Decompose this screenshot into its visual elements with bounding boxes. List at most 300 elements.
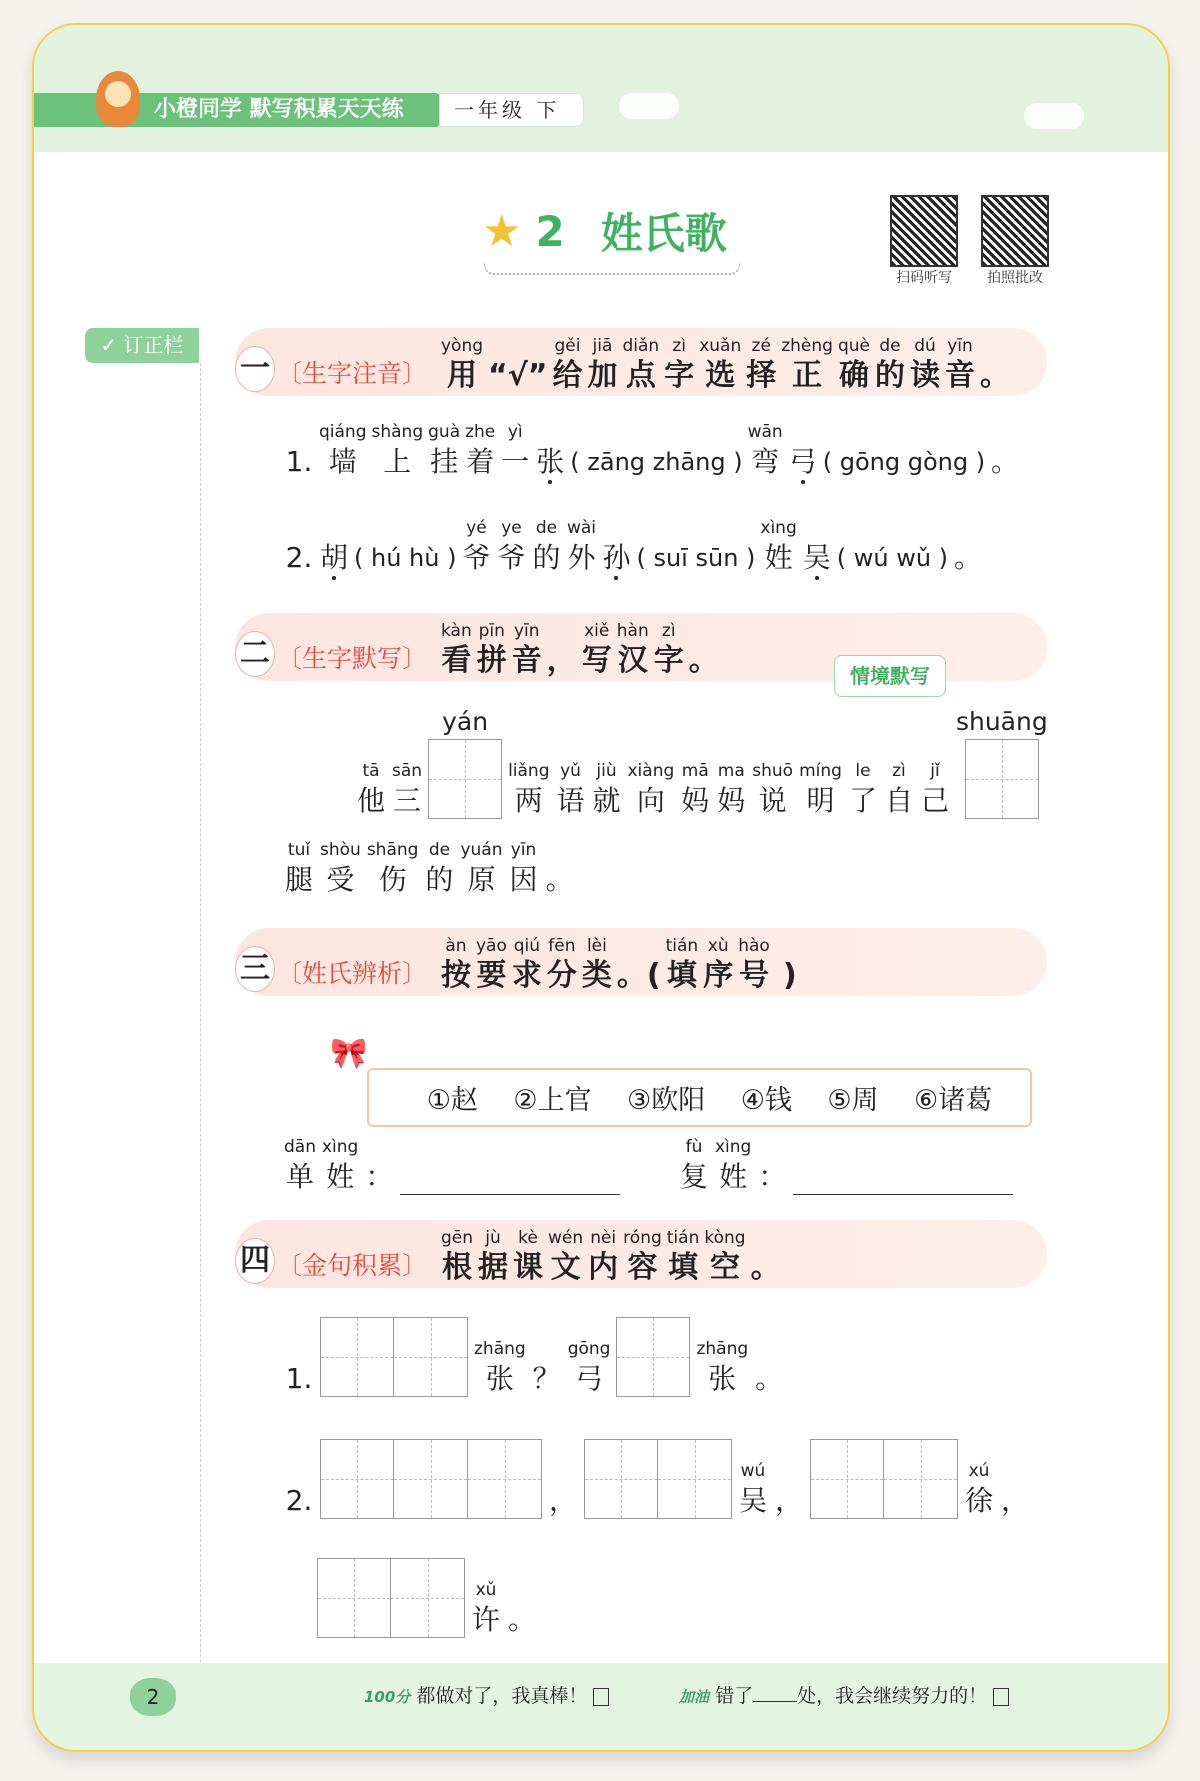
self-check-text: 都做对了，我真棒！ bbox=[416, 1685, 588, 1707]
pinyin: nèi bbox=[590, 1228, 617, 1248]
question-line bbox=[284, 420, 1020, 480]
self-check-mistakes bbox=[679, 1681, 1009, 1708]
pinyin: zhāng bbox=[474, 1339, 526, 1359]
pinyin: wài bbox=[566, 518, 596, 538]
correction-divider bbox=[200, 363, 201, 1667]
hanzi: 上 bbox=[383, 445, 412, 478]
pinyin-choice[interactable]: ( zāng zhāng ) bbox=[570, 448, 743, 476]
pinyin: shāng bbox=[366, 840, 419, 860]
section-tag: 〔生字默写〕 bbox=[277, 644, 428, 673]
pinyin: fù bbox=[685, 1137, 703, 1157]
qr-code-icon[interactable] bbox=[890, 195, 958, 267]
pinyin-char bbox=[284, 838, 314, 898]
hanzi: 音 bbox=[945, 358, 975, 393]
hanzi: 挂 bbox=[430, 445, 459, 478]
pinyin: xìng bbox=[715, 1137, 752, 1157]
hanzi: 加 bbox=[587, 358, 618, 393]
pinyin-char bbox=[757, 1159, 787, 1195]
hanzi: 张 bbox=[536, 445, 565, 478]
pinyin-char bbox=[751, 1226, 781, 1286]
pinyin-char bbox=[945, 334, 975, 394]
hanzi: 墙 bbox=[328, 445, 357, 478]
pinyin: xǔ bbox=[475, 1580, 497, 1600]
pinyin: ma bbox=[717, 761, 745, 781]
pinyin: zì bbox=[661, 621, 676, 641]
pinyin-char bbox=[680, 759, 710, 819]
surname-option: ⑤周 bbox=[827, 1085, 879, 1116]
hanzi: 伤 bbox=[378, 863, 407, 896]
pinyin: wú bbox=[740, 1461, 766, 1481]
pinyin-char bbox=[664, 334, 694, 394]
hanzi: 空 bbox=[709, 1250, 740, 1285]
hanzi: 号 bbox=[739, 958, 769, 993]
hanzi: 。 bbox=[991, 445, 1020, 478]
pinyin: yòng bbox=[441, 336, 484, 356]
pinyin-char bbox=[512, 619, 542, 679]
hanzi: 确 bbox=[838, 358, 869, 393]
hanzi: ， bbox=[774, 1484, 803, 1517]
tian-grid-box[interactable] bbox=[394, 1317, 468, 1397]
self-check-text: 错了 bbox=[715, 1685, 754, 1707]
pinyin: ye bbox=[501, 518, 522, 538]
hanzi: 姓 bbox=[326, 1160, 355, 1193]
pinyin: wān bbox=[747, 422, 783, 442]
hanzi: ？ bbox=[532, 1362, 561, 1395]
pinyin-char bbox=[746, 334, 776, 394]
pinyin-char bbox=[513, 1226, 543, 1286]
hanzi: 。 bbox=[980, 358, 1010, 393]
pinyin-char bbox=[679, 1135, 709, 1195]
hanzi: 填 bbox=[666, 958, 697, 993]
question-line bbox=[284, 838, 574, 898]
lion-mascot-icon bbox=[96, 71, 140, 127]
pinyin-char bbox=[441, 334, 483, 394]
pinyin-char bbox=[507, 1602, 537, 1638]
pinyin: qiáng bbox=[319, 422, 367, 442]
pinyin-char bbox=[953, 540, 983, 576]
hanzi: 妈 bbox=[717, 784, 746, 817]
pinyin-char bbox=[696, 1337, 748, 1397]
section-instruction bbox=[441, 334, 1010, 394]
series-title: 小橙同学 默写积累天天练 bbox=[34, 93, 441, 127]
pinyin-char bbox=[748, 420, 783, 480]
pinyin: sān bbox=[392, 761, 423, 781]
hanzi: 选 bbox=[705, 358, 736, 393]
pinyin-char bbox=[441, 1226, 473, 1286]
pinyin: zhāng bbox=[696, 1339, 749, 1359]
pinyin: zé bbox=[751, 336, 771, 356]
pinyin-char bbox=[441, 619, 472, 679]
pinyin-char bbox=[738, 934, 770, 994]
hanzi: 1. bbox=[285, 445, 313, 478]
cloud-decoration bbox=[619, 93, 679, 119]
tian-grid-box[interactable] bbox=[616, 1317, 690, 1397]
pinyin: yīn bbox=[510, 840, 537, 860]
pinyin-char bbox=[428, 420, 460, 480]
qr-label: 拍照批改 bbox=[987, 270, 1043, 286]
hanzi: ， bbox=[548, 1484, 577, 1517]
hanzi: 根 bbox=[442, 1250, 473, 1285]
hanzi: 说 bbox=[758, 784, 787, 817]
hanzi: 要 bbox=[476, 958, 507, 993]
pinyin: zhèng bbox=[781, 336, 833, 356]
tian-grid-box[interactable] bbox=[320, 1439, 394, 1519]
hanzi: 吴 bbox=[802, 541, 831, 574]
hanzi: 分 bbox=[546, 958, 577, 993]
tian-grid-box[interactable] bbox=[965, 739, 1039, 819]
score-100-badge: 100分 bbox=[364, 1688, 411, 1706]
hanzi: 外 bbox=[567, 541, 596, 574]
pinyin-char bbox=[667, 1226, 700, 1286]
pinyin-choice[interactable]: ( hú hù ) bbox=[354, 544, 457, 572]
hanzi: “√” bbox=[488, 358, 548, 393]
page-number: 2 bbox=[130, 1678, 176, 1716]
pinyin: hàn bbox=[616, 621, 649, 641]
pinyin: jǐ bbox=[930, 761, 940, 781]
pinyin: jiā bbox=[592, 336, 613, 356]
pinyin-char bbox=[532, 1361, 562, 1397]
question-line bbox=[284, 1439, 1030, 1519]
pinyin-char bbox=[920, 759, 950, 819]
pinyin: yì bbox=[507, 422, 523, 442]
pinyin: wén bbox=[548, 1228, 584, 1248]
pinyin-char bbox=[488, 334, 547, 394]
pinyin-char bbox=[476, 934, 507, 994]
section-instruction bbox=[441, 619, 719, 679]
pinyin: tián bbox=[666, 1228, 700, 1248]
pinyin: gěi bbox=[554, 336, 581, 356]
hanzi: 。 bbox=[755, 1362, 784, 1395]
hanzi: ) bbox=[782, 958, 797, 993]
pinyin-char bbox=[284, 1483, 314, 1519]
question-line bbox=[356, 705, 1048, 819]
cloud-decoration bbox=[1024, 103, 1084, 129]
pinyin: jù bbox=[485, 1228, 501, 1248]
hanzi: 就 bbox=[592, 784, 621, 817]
hanzi: 己 bbox=[920, 784, 949, 817]
section-number: 二 bbox=[235, 631, 275, 677]
section-3-header bbox=[235, 928, 1047, 996]
tian-grid-box[interactable] bbox=[320, 1317, 394, 1397]
hanzi: 三 bbox=[393, 784, 422, 817]
pinyin: xìng bbox=[760, 518, 797, 538]
pinyin-char bbox=[582, 619, 612, 679]
pinyin-char bbox=[582, 934, 612, 994]
checkbox[interactable] bbox=[593, 1688, 609, 1706]
pinyin-char bbox=[703, 934, 733, 994]
pinyin-char bbox=[956, 705, 1048, 819]
pinyin: gēn bbox=[441, 1228, 474, 1248]
mistake-count-blank[interactable] bbox=[753, 1682, 797, 1702]
pinyin-char bbox=[284, 444, 314, 480]
pinyin-char bbox=[284, 540, 314, 576]
pinyin-char bbox=[802, 516, 832, 576]
hanzi: 的 bbox=[425, 863, 454, 896]
pinyin: le bbox=[855, 761, 871, 781]
pinyin-char bbox=[781, 334, 833, 394]
compound-surname-answer[interactable] bbox=[679, 1135, 1013, 1195]
hanzi: 。 bbox=[688, 643, 719, 678]
pinyin-char bbox=[848, 759, 878, 819]
surname-option: ④钱 bbox=[740, 1085, 792, 1116]
pinyin-char bbox=[548, 1226, 583, 1286]
checkbox[interactable] bbox=[993, 1688, 1009, 1706]
pinyin-char bbox=[566, 516, 596, 576]
pinyin-char bbox=[496, 516, 526, 576]
pinyin: tián bbox=[665, 936, 699, 956]
question-line bbox=[317, 1558, 537, 1638]
cheer-badge: 加油 bbox=[679, 1688, 710, 1706]
hanzi: 两 bbox=[514, 784, 543, 817]
qr-label: 扫码听写 bbox=[896, 270, 952, 286]
pinyin-char bbox=[441, 934, 471, 994]
pinyin: tā bbox=[362, 761, 380, 781]
self-check-all-correct bbox=[364, 1681, 609, 1708]
writing-grid[interactable] bbox=[317, 1558, 465, 1638]
hanzi: 张 bbox=[485, 1362, 514, 1395]
section-number: 四 bbox=[235, 1238, 275, 1284]
pinyin: liǎng bbox=[508, 761, 550, 781]
tian-grid-box[interactable] bbox=[317, 1558, 391, 1638]
pinyin: fēn bbox=[548, 936, 576, 956]
pinyin-char bbox=[716, 759, 746, 819]
pinyin: dān bbox=[284, 1137, 316, 1157]
hanzi: 姓 bbox=[719, 1160, 748, 1193]
star-icon: ★ bbox=[482, 205, 522, 257]
hanzi: 给 bbox=[552, 358, 583, 393]
hanzi: 正 bbox=[792, 358, 823, 393]
self-check-text: 处，我会继续努力的！ bbox=[797, 1685, 988, 1707]
section-instruction bbox=[441, 1226, 781, 1286]
hanzi: ： bbox=[758, 1160, 787, 1193]
pinyin-char bbox=[715, 1135, 751, 1195]
pinyin-char bbox=[980, 334, 1010, 394]
hanzi: 拼 bbox=[476, 643, 507, 678]
pinyin-char bbox=[508, 838, 538, 898]
pinyin-char bbox=[471, 1578, 501, 1638]
pinyin: shàng bbox=[371, 422, 424, 442]
pinyin-char bbox=[556, 759, 586, 819]
pinyin-char bbox=[622, 334, 659, 394]
pinyin-char bbox=[322, 1135, 358, 1195]
surname-option: ①赵 bbox=[426, 1085, 478, 1116]
pinyin-char bbox=[910, 334, 940, 394]
hanzi: 原 bbox=[467, 863, 496, 896]
hanzi: 单 bbox=[285, 1160, 314, 1193]
pinyin-char bbox=[508, 759, 549, 819]
hanzi: 腿 bbox=[284, 863, 313, 896]
hanzi: 他 bbox=[356, 784, 385, 817]
hanzi: 据 bbox=[478, 1250, 509, 1285]
hanzi: 填 bbox=[668, 1250, 699, 1285]
pinyin-char bbox=[587, 334, 617, 394]
pinyin-choice[interactable]: ( suī sūn ) bbox=[636, 544, 756, 572]
pinyin-char bbox=[364, 1159, 394, 1195]
pinyin: shuāng bbox=[955, 707, 1048, 736]
hanzi: ， bbox=[1000, 1484, 1029, 1517]
pinyin: xìng bbox=[321, 1137, 359, 1157]
hanzi: 自 bbox=[884, 784, 913, 817]
header-band bbox=[34, 25, 1168, 152]
tian-grid-box[interactable] bbox=[658, 1439, 732, 1519]
pinyin: de bbox=[879, 336, 901, 356]
writing-grid[interactable] bbox=[616, 1317, 690, 1397]
hanzi: 按 bbox=[441, 958, 471, 993]
hanzi: 字 bbox=[664, 358, 695, 393]
writing-grid[interactable] bbox=[320, 1317, 468, 1397]
pinyin: yǔ bbox=[560, 761, 581, 781]
pinyin-choice[interactable]: ( gōng gòng ) bbox=[822, 448, 986, 476]
tian-grid-box[interactable] bbox=[584, 1439, 658, 1519]
pinyin: shòu bbox=[320, 840, 361, 860]
surname-option: ②上官 bbox=[513, 1085, 592, 1116]
hanzi: 受 bbox=[326, 863, 355, 896]
pinyin-char bbox=[666, 934, 699, 994]
pinyin-char bbox=[838, 334, 870, 394]
pinyin-char bbox=[964, 1459, 994, 1519]
pinyin-char bbox=[512, 934, 542, 994]
lesson-title bbox=[482, 201, 727, 261]
section-tag: 〔姓氏辨析〕 bbox=[277, 959, 428, 988]
pinyin-char bbox=[320, 838, 361, 898]
pinyin-char bbox=[1000, 1483, 1030, 1519]
hanzi: 的 bbox=[875, 358, 905, 393]
pinyin-char bbox=[752, 759, 793, 819]
writing-grid[interactable] bbox=[320, 1439, 542, 1519]
hanzi: 内 bbox=[588, 1250, 619, 1285]
pinyin-char bbox=[617, 934, 661, 994]
hanzi: 求 bbox=[511, 958, 542, 993]
tian-grid-box[interactable] bbox=[428, 739, 502, 819]
pinyin-char bbox=[552, 334, 582, 394]
answer-blank[interactable] bbox=[793, 1159, 1013, 1195]
worksheet-page bbox=[32, 23, 1170, 1752]
hanzi: 爷 bbox=[497, 541, 526, 574]
hanzi: 复 bbox=[679, 1160, 708, 1193]
pinyin-char bbox=[623, 1226, 662, 1286]
pinyin-char bbox=[628, 759, 675, 819]
pinyin: yīn bbox=[947, 336, 973, 356]
hanzi: 。 bbox=[545, 863, 574, 896]
hanzi: 。 bbox=[507, 1603, 536, 1636]
pinyin-char bbox=[544, 862, 574, 898]
pinyin: dú bbox=[914, 336, 936, 356]
pinyin-char bbox=[799, 759, 842, 819]
hanzi: 音 bbox=[511, 643, 542, 678]
pinyin-char bbox=[372, 420, 424, 480]
answer-blank[interactable] bbox=[400, 1159, 620, 1195]
hanzi: 看 bbox=[441, 643, 472, 678]
qr-grade[interactable] bbox=[981, 195, 1049, 287]
tian-grid-box[interactable] bbox=[391, 1558, 465, 1638]
hanzi: 许 bbox=[471, 1603, 500, 1636]
pinyin: mā bbox=[681, 761, 709, 781]
pinyin-char bbox=[284, 1135, 316, 1195]
hanzi: ： bbox=[365, 1160, 394, 1193]
hanzi: 点 bbox=[625, 358, 656, 393]
section-1-header bbox=[235, 328, 1047, 396]
grade-label: 一年级 下 bbox=[439, 93, 584, 127]
question-line bbox=[284, 516, 983, 576]
hanzi: 姓 bbox=[764, 541, 793, 574]
hanzi: 弓 bbox=[788, 445, 817, 478]
hanzi: 读 bbox=[910, 358, 940, 393]
single-surname-answer[interactable] bbox=[284, 1135, 620, 1195]
pinyin: yán bbox=[442, 707, 489, 736]
pinyin: gōng bbox=[567, 1339, 611, 1359]
pinyin: hào bbox=[738, 936, 770, 956]
pinyin-char bbox=[356, 759, 386, 819]
pinyin-char bbox=[699, 334, 741, 394]
qr-listen[interactable] bbox=[890, 195, 958, 287]
pinyin: de bbox=[428, 840, 451, 860]
hanzi: 。 bbox=[954, 541, 983, 574]
hanzi: 爷 bbox=[462, 541, 491, 574]
pinyin-char bbox=[788, 420, 818, 480]
writing-grid[interactable] bbox=[584, 1439, 732, 1519]
tian-grid-box[interactable] bbox=[884, 1439, 958, 1519]
tian-grid-box[interactable] bbox=[810, 1439, 884, 1519]
hanzi: 择 bbox=[746, 358, 777, 393]
surname-option: ⑥诸葛 bbox=[914, 1085, 993, 1116]
pinyin-char bbox=[500, 420, 530, 480]
tian-grid-box[interactable] bbox=[468, 1439, 542, 1519]
pinyin-char bbox=[774, 1483, 804, 1519]
hanzi: 徐 bbox=[964, 1484, 993, 1517]
pinyin-char bbox=[284, 1361, 314, 1397]
pinyin-char bbox=[319, 516, 349, 576]
pinyin: lèi bbox=[586, 936, 607, 956]
hanzi: 了 bbox=[848, 784, 877, 817]
pinyin-char bbox=[601, 516, 631, 576]
pinyin: xiàng bbox=[627, 761, 675, 781]
pinyin: yuán bbox=[460, 840, 503, 860]
pinyin-char bbox=[367, 838, 419, 898]
hanzi: 序 bbox=[703, 958, 734, 993]
pinyin-char bbox=[478, 1226, 508, 1286]
section-number: 一 bbox=[235, 346, 275, 392]
qr-code-icon[interactable] bbox=[981, 195, 1049, 267]
pinyin-char bbox=[588, 1226, 618, 1286]
pinyin-char bbox=[547, 619, 577, 679]
pinyin: tuǐ bbox=[287, 840, 311, 860]
hanzi: 。 bbox=[750, 1250, 781, 1285]
hanzi: 妈 bbox=[681, 784, 710, 817]
pinyin: zì bbox=[672, 336, 687, 356]
hanzi: 弓 bbox=[575, 1362, 604, 1395]
hanzi: 文 bbox=[550, 1250, 581, 1285]
pinyin: zì bbox=[892, 761, 906, 781]
hanzi: 因 bbox=[509, 863, 538, 896]
section-instruction bbox=[441, 934, 805, 994]
hanzi: 弯 bbox=[751, 445, 780, 478]
pinyin: xú bbox=[968, 1461, 990, 1481]
pinyin-char bbox=[547, 934, 577, 994]
pinyin-char bbox=[617, 619, 649, 679]
pinyin: jiù bbox=[596, 761, 617, 781]
hanzi: 类 bbox=[581, 958, 612, 993]
hanzi: 写 bbox=[581, 643, 612, 678]
writing-grid[interactable] bbox=[810, 1439, 958, 1519]
hanzi: 张 bbox=[708, 1362, 737, 1395]
pinyin-choice[interactable]: ( wú wǔ ) bbox=[836, 544, 949, 572]
hanzi: 胡 bbox=[319, 541, 348, 574]
pinyin-char bbox=[392, 759, 422, 819]
tian-grid-box[interactable] bbox=[394, 1439, 468, 1519]
pinyin-char bbox=[477, 619, 507, 679]
hanzi: 孙 bbox=[602, 541, 631, 574]
pinyin: guà bbox=[428, 422, 461, 442]
